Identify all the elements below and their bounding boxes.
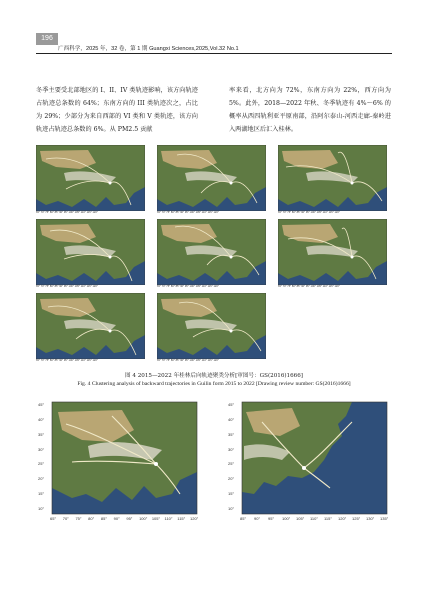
figure-4-grid — [36, 145, 392, 363]
map-longitude-label: 110° — [164, 516, 173, 521]
running-head: 广西科学，2025 年，32 卷，第 1 期 Guangxi Sciences,2025,Vol.32 No.1 — [58, 46, 239, 52]
map-longitude-label: 80° — [88, 516, 95, 521]
figure-5-left-map — [52, 402, 197, 514]
map-longitude-label: 65° — [50, 516, 57, 521]
map-latitude-label: 25° — [38, 461, 45, 467]
map-longitude-label: 85° — [100, 516, 107, 521]
map-longitude-label: 100° — [139, 516, 148, 521]
map-latitude-label: 20° — [228, 476, 235, 482]
map-longitude-label: 120° — [190, 516, 199, 521]
map-latitude-label: 10° — [38, 506, 45, 511]
left-map-guilin-marker — [154, 462, 158, 466]
figure-4-caption-cn: 图 4 2015—2022 年桂林后向轨迹聚类分析[审图号：GS(2016)1666] — [125, 373, 303, 379]
map-longitude-label: 95° — [268, 516, 275, 521]
panel-longitude-axis: 65° 70° 75° 80° 85° 90° 95° 100° 105° 110° 115° 120° — [157, 285, 219, 288]
map-longitude-label: 70° — [62, 516, 69, 521]
panel-longitude-axis: 65° 70° 75° 80° 85° 90° 95° 100° 105° 110° 115° 120° — [278, 285, 340, 288]
map-latitude-label: 10° — [228, 506, 235, 511]
map-longitude-label: 85° — [240, 516, 247, 521]
map-latitude-label: 15° — [38, 491, 45, 497]
panel-longitude-axis: 65° 70° 75° 80° 85° 90° 95° 100° 105° 110° 115° 120° — [157, 211, 219, 214]
panel-longitude-axis: 65° 70° 75° 80° 85° 90° 95° 100° 105° 110° 115° 120° — [36, 285, 98, 288]
figure-4-caption-en: Fig. 4 Clustering analysis of backward trajectories in Guilin form 2015 to 2022 [Drawing review number: GS(2016)1666] — [77, 381, 351, 387]
paragraph-right: 率来看，北方向为 72%，东南方向为 22%，西方向为 5%。此外，2018—2022 年秋、冬季轨迹有 4%～6% 的概率从西四轨利亚平原南部，沿阿尔泰山-河西走廊-秦岭进入两湖地区后汇入桂林。 — [229, 87, 391, 133]
panel-longitude-axis: 65° 70° 75° 80° 85° 90° 95° 100° 105° 110° 115° 120° — [36, 359, 98, 362]
map-longitude-label: 135° — [380, 516, 389, 521]
map-longitude-label: 75° — [75, 516, 82, 521]
map-longitude-label: 110° — [310, 516, 318, 521]
map-longitude-label: 105° — [151, 516, 161, 521]
trajectory-map-panel — [36, 219, 145, 285]
map-longitude-label: 90° — [113, 516, 120, 521]
map-longitude-label: 95° — [126, 516, 133, 521]
map-longitude-label: 90° — [254, 516, 261, 521]
trajectory-map-panel — [157, 145, 266, 211]
trajectory-map-panel — [157, 219, 266, 285]
map-longitude-label: 100° — [282, 516, 291, 521]
map-longitude-label: 120° — [338, 516, 347, 521]
map-latitude-label: 40° — [228, 416, 235, 422]
map-latitude-label: 45° — [228, 402, 235, 407]
map-latitude-label: 20° — [38, 476, 45, 482]
text-column-left — [36, 84, 198, 136]
map-latitude-label: 15° — [228, 491, 235, 497]
map-longitude-label: 115° — [324, 516, 332, 521]
map-longitude-label: 105° — [296, 516, 305, 521]
map-longitude-label: 125° — [352, 516, 361, 521]
map-latitude-label: 25° — [228, 461, 235, 467]
figure-5-svg — [36, 400, 392, 528]
panel-longitude-axis: 65° 70° 75° 80° 85° 90° 95° 100° 105° 110° 115° 120° — [157, 359, 219, 362]
panel-longitude-axis: 65° 70° 75° 80° 85° 90° 95° 100° 105° 110° 115° 120° — [278, 211, 340, 214]
figure-5-right-map — [242, 402, 387, 514]
map-latitude-label: 35° — [228, 431, 235, 437]
trajectory-map-panel — [278, 219, 387, 285]
map-longitude-label: 115° — [177, 516, 186, 521]
header-rule — [36, 53, 392, 54]
figure-5-maps — [36, 400, 392, 528]
map-latitude-label: 35° — [38, 431, 45, 437]
right-map-guilin-marker — [302, 466, 306, 470]
trajectory-map-panel — [36, 293, 145, 359]
paragraph-left: 冬季主要受北部地区的 I、II、IV 类轨迹影响，该方向轨迹占轨迹总条数的 64%；东南方向的 III 类轨迹次之，占比为 29%；少部分为来自西部的 VI 类和 V 类轨迹，该方向轨迹占轨迹总条数的 6%。从 PM2.5 贡献 — [36, 87, 198, 133]
map-latitude-label: 30° — [228, 446, 235, 452]
map-latitude-label: 40° — [38, 416, 45, 422]
trajectory-map-panel — [278, 145, 387, 211]
text-column-right — [229, 84, 391, 136]
trajectory-map-panel — [157, 293, 266, 359]
map-longitude-label: 130° — [366, 516, 375, 521]
panel-longitude-axis: 65° 70° 75° 80° 85° 90° 95° 100° 105° 110° 115° 120° — [36, 211, 98, 214]
page-number: 196 — [36, 33, 58, 45]
map-latitude-label: 30° — [38, 446, 45, 452]
trajectory-map-panel — [36, 145, 145, 211]
map-latitude-label: 45° — [38, 402, 45, 407]
